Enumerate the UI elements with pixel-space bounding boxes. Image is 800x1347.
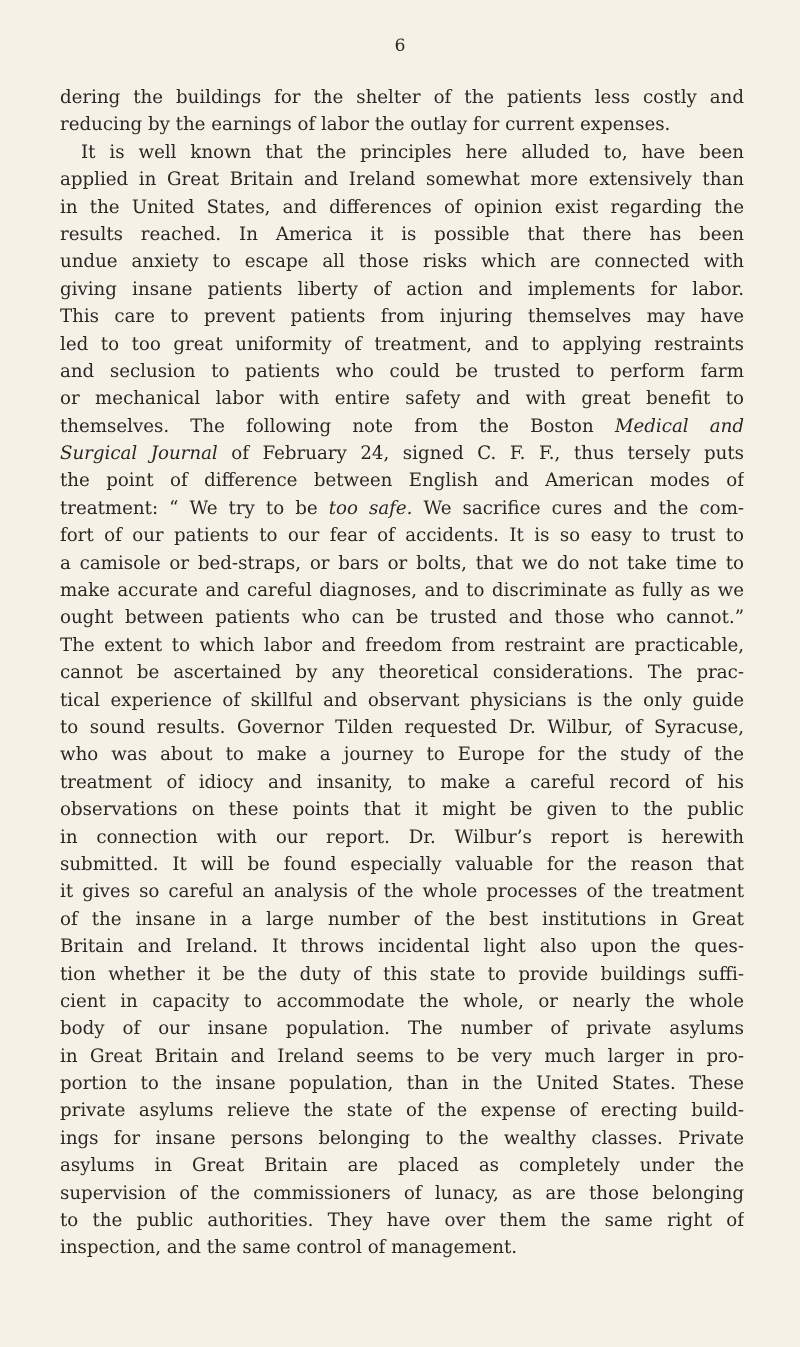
text-line <box>60 1015 744 1042</box>
text-run: applied in Great Britain and Ireland somewhat more extensively than <box>60 169 744 191</box>
page-number: 6 <box>394 36 406 56</box>
text-run: ought between patients who can be trusted and those who cannot.” <box>60 607 744 629</box>
text-line <box>60 906 744 933</box>
text-line <box>60 1125 744 1152</box>
text-run: It is well known that the principles here alluded to, have been <box>81 141 744 163</box>
text-run: private asylums relieve the state of the expense of erecting build- <box>60 1100 744 1122</box>
text-line <box>60 769 744 796</box>
text-line <box>60 1070 744 1097</box>
text-line <box>60 550 744 577</box>
text-run: of February 24, signed C. F. F., thus tersely puts <box>217 443 744 465</box>
text-line <box>60 522 744 549</box>
text-line <box>60 358 744 385</box>
text-line <box>60 467 744 494</box>
italic-text: Medical and <box>614 415 744 437</box>
text-line <box>60 988 744 1015</box>
text-run: and seclusion to patients who could be trusted to perform farm <box>60 360 744 382</box>
text-run: treatment of idiocy and insanity, to make a careful record of his <box>60 771 744 793</box>
text-line <box>60 851 744 878</box>
text-line <box>60 714 744 741</box>
text-run: to the public authorities. They have over them the same right of <box>60 1210 744 1232</box>
text-line <box>60 440 744 467</box>
text-line <box>60 248 744 275</box>
italic-text: Surgical Journal <box>60 443 218 465</box>
text-line <box>60 1180 744 1207</box>
text-run: led to too great uniformity of treatment, and to applying restraints <box>60 333 744 355</box>
text-line <box>60 276 744 303</box>
text-line <box>60 303 744 330</box>
text-line <box>60 687 744 714</box>
text-run: a camisole or bed-straps, or bars or bolts, that we do not take time to <box>60 552 744 574</box>
text-run: treatment: “ We try to be <box>60 497 329 519</box>
text-run: cient in capacity to accommodate the whole, or nearly the whole <box>60 990 744 1012</box>
text-line <box>60 111 744 138</box>
text-run: cannot be ascertained by any theoretical considerations. The prac- <box>60 662 744 684</box>
text-run: supervision of the commissioners of lunacy, as are those belonging <box>60 1182 744 1204</box>
text-line <box>60 1097 744 1124</box>
text-line <box>60 495 744 522</box>
text-run: dering the buildings for the shelter of the patients less costly and <box>60 87 744 108</box>
text-run: undue anxiety to escape all those risks which are connected with <box>60 251 744 273</box>
text-line <box>60 824 744 851</box>
text-line <box>60 1234 744 1261</box>
text-line <box>60 577 744 604</box>
text-line <box>60 1152 744 1179</box>
text-run: themselves. The following note from the Boston <box>60 415 615 437</box>
text-run: results reached. In America it is possible that there has been <box>60 223 744 245</box>
italic-text: too safe. <box>328 497 413 519</box>
text-run: of the insane in a large number of the best institutions in Great <box>60 908 744 930</box>
text-run: it gives so careful an analysis of the whole processes of the treatment <box>60 881 744 903</box>
text-run: in connection with our report. Dr. Wilbur’s report is herewith <box>60 826 744 848</box>
text-run: reducing by the earnings of labor the outlay for current expenses. <box>60 114 671 136</box>
text-run: The extent to which labor and freedom from restraint are practicable, <box>60 634 744 656</box>
text-line <box>60 659 744 686</box>
text-run: tion whether it be the duty of this state to provide buildings suffi- <box>60 963 744 985</box>
text-line <box>60 385 744 412</box>
text-run: We sacrifice cures and the com- <box>412 497 744 519</box>
text-run: Britain and Ireland. It throws incidental light also upon the ques- <box>60 936 744 958</box>
text-run: in the United States, and differences of opinion exist regarding the <box>60 196 744 218</box>
text-run: This care to prevent patients from injuring themselves may have <box>60 306 744 328</box>
text-line <box>60 194 744 221</box>
text-run: the point of difference between English and American modes of <box>60 470 744 492</box>
text-run: portion to the insane population, than in the United States. These <box>60 1073 744 1095</box>
text-run: inspection, and the same control of management. <box>60 1237 518 1259</box>
text-line <box>60 741 744 768</box>
body-text <box>60 84 744 1262</box>
text-run: who was about to make a journey to Europe for the study of the <box>60 744 744 766</box>
text-run: submitted. It will be found especially valuable for the reason that <box>60 853 744 875</box>
text-line <box>60 413 744 440</box>
text-run: tical experience of skillful and observant physicians is the only guide <box>60 689 744 711</box>
text-run: make accurate and careful diagnoses, and to discriminate as fully as we <box>60 580 744 602</box>
text-line <box>60 878 744 905</box>
text-line <box>60 933 744 960</box>
text-run: asylums in Great Britain are placed as completely under the <box>60 1155 744 1177</box>
text-line <box>60 604 744 631</box>
text-line <box>60 84 744 111</box>
text-line <box>60 221 744 248</box>
text-line <box>60 166 744 193</box>
text-line <box>60 1043 744 1070</box>
text-run: ings for insane persons belonging to the wealthy classes. Private <box>60 1127 744 1149</box>
text-run: fort of our patients to our fear of accidents. It is so easy to trust to <box>60 525 744 547</box>
text-line <box>60 139 744 166</box>
text-run: giving insane patients liberty of action and implements for labor. <box>60 278 744 300</box>
text-line <box>60 961 744 988</box>
text-run: to sound results. Governor Tilden requested Dr. Wilbur, of Syracuse, <box>60 716 744 738</box>
text-run: observations on these points that it might be given to the public <box>60 799 744 821</box>
text-line <box>60 331 744 358</box>
text-run: in Great Britain and Ireland seems to be very much larger in pro- <box>60 1045 744 1067</box>
text-run: or mechanical labor with entire safety and with great benefit to <box>60 388 744 410</box>
text-line <box>60 1207 744 1234</box>
text-line <box>60 796 744 823</box>
text-run: body of our insane population. The number of private asylums <box>60 1018 744 1040</box>
text-line <box>60 632 744 659</box>
